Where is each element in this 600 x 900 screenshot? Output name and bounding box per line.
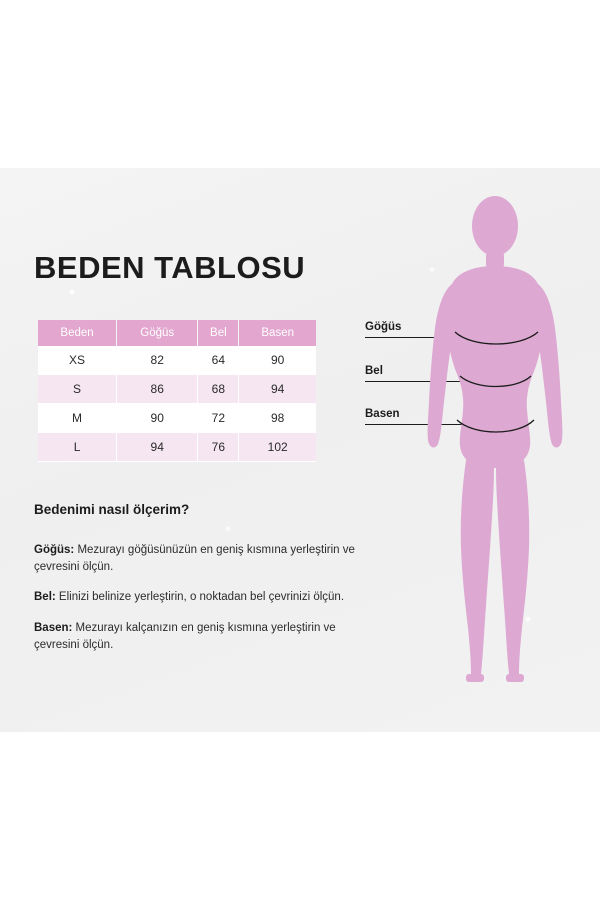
table-row xyxy=(38,346,316,375)
howto-text-hip: Mezurayı kalçanızın en geniş kısmına yerleştirin ve çevresini ölçün. xyxy=(34,622,336,651)
cell-size: S xyxy=(38,375,117,404)
cell-size: L xyxy=(38,433,117,462)
table-row xyxy=(38,375,316,404)
callout-label-waist: Bel xyxy=(365,365,383,377)
howto-list xyxy=(34,542,356,667)
column-header-bel: Bel xyxy=(198,320,239,346)
column-header-beden: Beden xyxy=(38,320,117,346)
cell-size: M xyxy=(38,404,117,433)
cell-waist: 68 xyxy=(198,375,239,404)
table-header-row xyxy=(38,320,316,346)
cell-waist: 76 xyxy=(198,433,239,462)
cell-bust: 86 xyxy=(117,375,198,404)
cell-waist: 64 xyxy=(198,346,239,375)
table-row xyxy=(38,433,316,462)
cell-hip: 102 xyxy=(239,433,316,462)
cell-bust: 94 xyxy=(117,433,198,462)
size-chart-panel xyxy=(0,168,600,732)
column-header-basen: Basen xyxy=(239,320,316,346)
cell-bust: 90 xyxy=(117,404,198,433)
howto-term-hip: Basen: xyxy=(34,622,73,635)
howto-term-bust: Göğüs: xyxy=(34,544,75,556)
howto-text-bust: Mezurayı göğüsünüzün en geniş kısmına yerleştirin ve çevresini ölçün. xyxy=(34,544,355,573)
table-row xyxy=(38,404,316,433)
cell-hip: 90 xyxy=(239,346,316,375)
cell-hip: 94 xyxy=(239,375,316,404)
cell-waist: 72 xyxy=(198,404,239,433)
column-header-gogus: Göğüs xyxy=(117,320,198,346)
cell-hip: 98 xyxy=(239,404,316,433)
cell-bust: 82 xyxy=(117,346,198,375)
howto-item-hip xyxy=(34,620,356,653)
howto-text-waist: Elinizi belinize yerleştirin, o noktadan bel çevrinizi ölçün. xyxy=(55,591,345,604)
callout-label-hip: Basen xyxy=(365,408,400,420)
howto-heading: Bedenimi nasıl ölçerim? xyxy=(34,502,190,517)
callout-underline-waist xyxy=(365,381,389,382)
cell-size: XS xyxy=(38,346,117,375)
body-silhouette xyxy=(400,188,590,708)
page-title: BEDEN TABLOSU xyxy=(34,250,306,285)
howto-item-waist xyxy=(34,589,356,606)
callout-label-bust: Göğüs xyxy=(365,321,402,333)
howto-term-waist: Bel: xyxy=(34,591,56,604)
howto-item-bust xyxy=(34,542,356,575)
size-table xyxy=(38,320,316,462)
